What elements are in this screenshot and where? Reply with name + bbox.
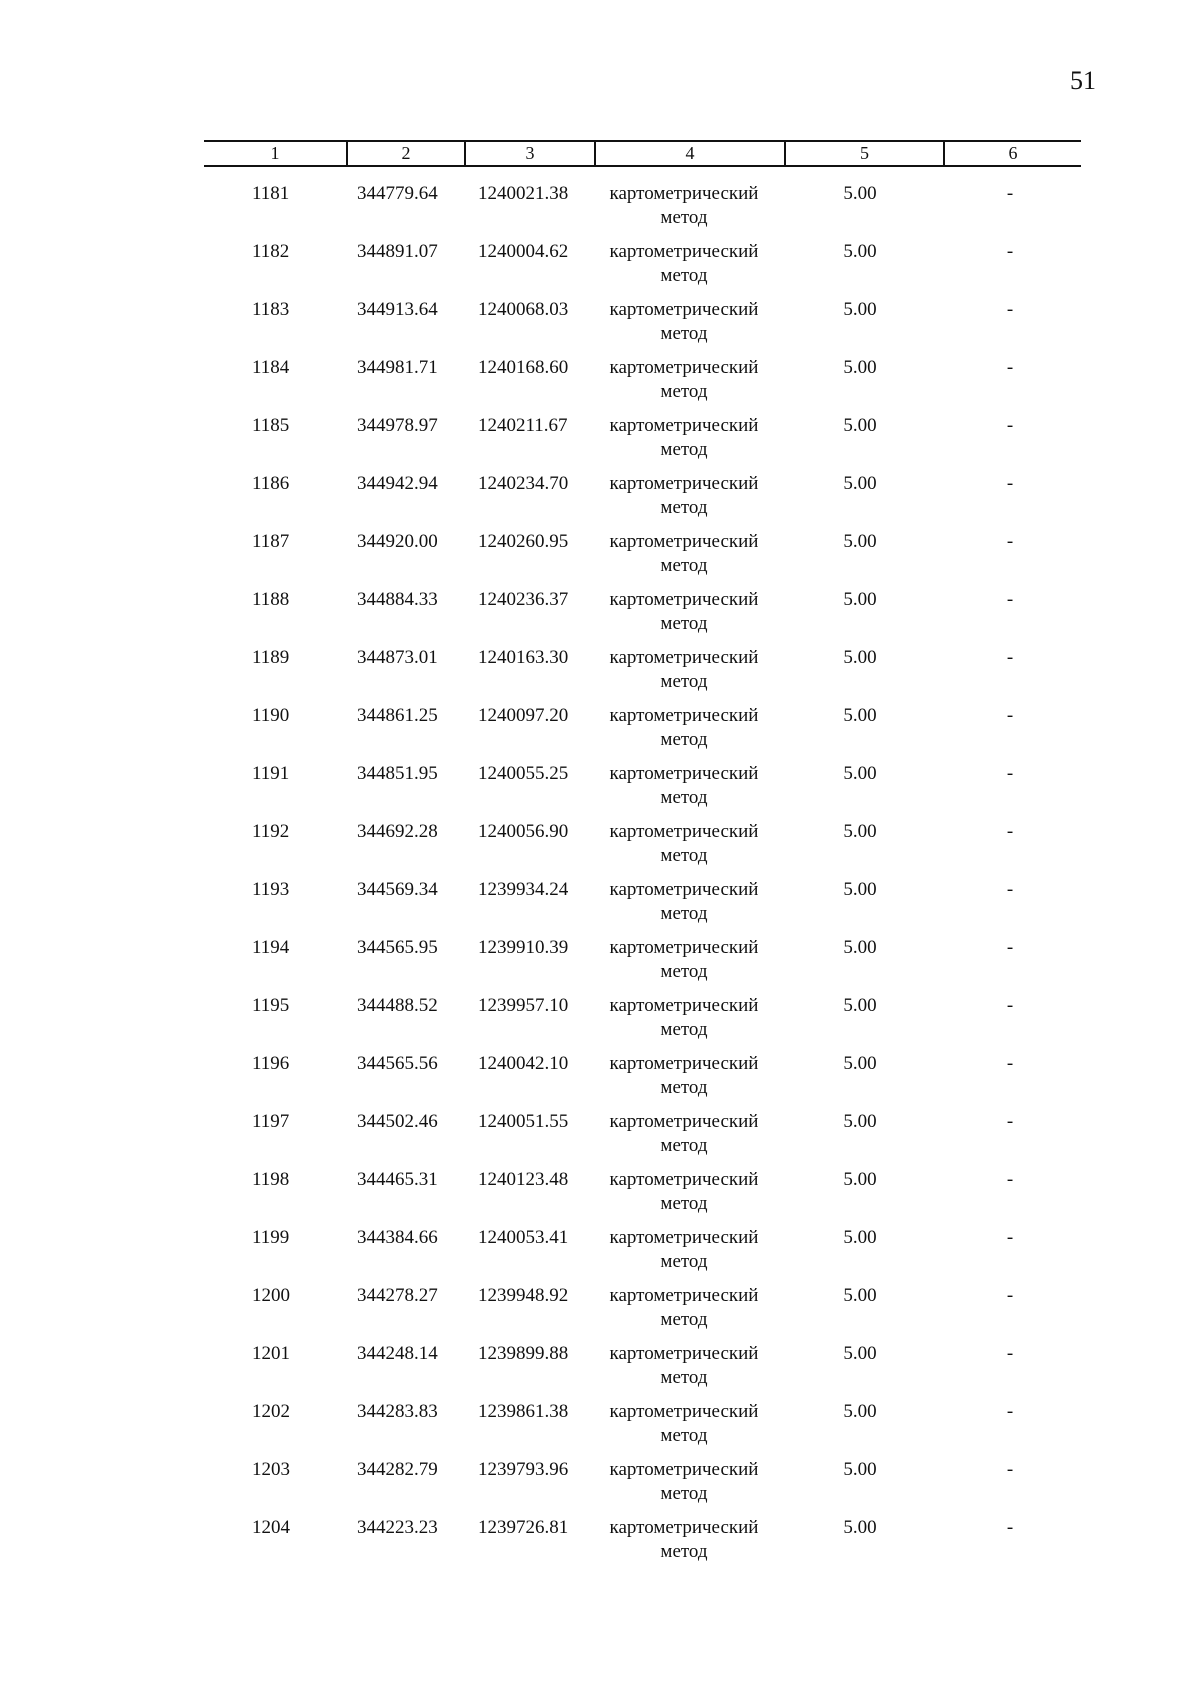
point-number: 1191 — [252, 763, 290, 784]
table-row — [0, 356, 1200, 414]
accuracy-value: 5.00 — [843, 531, 877, 552]
table-row — [0, 530, 1200, 588]
coordinate-y: 1239957.10 — [478, 995, 569, 1016]
coordinate-x: 344565.56 — [357, 1053, 438, 1074]
coordinate-y: 1239948.92 — [478, 1285, 569, 1306]
point-number: 1203 — [252, 1459, 290, 1480]
column-header-2: 2 — [401, 143, 411, 163]
method-cell — [594, 356, 774, 404]
accuracy-value: 5.00 — [843, 299, 877, 320]
coordinate-x: 344942.94 — [357, 473, 438, 494]
table-row — [0, 414, 1200, 472]
coordinate-x: 344488.52 — [357, 995, 438, 1016]
accuracy-value: 5.00 — [843, 705, 877, 726]
point-number: 1196 — [252, 1053, 290, 1074]
coordinate-y: 1239934.24 — [478, 879, 569, 900]
accuracy-value: 5.00 — [843, 647, 877, 668]
coordinate-y: 1240097.20 — [478, 705, 569, 726]
coordinate-x: 344920.00 — [357, 531, 438, 552]
coordinate-x: 344565.95 — [357, 937, 438, 958]
point-number: 1198 — [252, 1169, 290, 1190]
accuracy-value: 5.00 — [843, 1401, 877, 1422]
coordinate-x: 344891.07 — [357, 241, 438, 262]
point-number: 1182 — [252, 241, 290, 262]
coordinate-x: 344981.71 — [357, 357, 438, 378]
coordinate-y: 1239726.81 — [478, 1517, 569, 1538]
coordinate-y: 1240068.03 — [478, 299, 569, 320]
coordinate-y: 1240004.62 — [478, 241, 569, 262]
coordinate-x: 344465.31 — [357, 1169, 438, 1190]
header-rule-bottom — [204, 165, 1081, 167]
method-line-2: метод — [660, 381, 708, 402]
coordinate-y: 1240042.10 — [478, 1053, 569, 1074]
method-line-2: метод — [660, 207, 708, 228]
method-line-1: картометрический — [609, 241, 759, 262]
coordinate-x: 344282.79 — [357, 1459, 438, 1480]
accuracy-value: 5.00 — [843, 415, 877, 436]
accuracy-value: 5.00 — [843, 1343, 877, 1364]
method-line-1: картометрический — [609, 589, 759, 610]
note-value: - — [1006, 1111, 1014, 1132]
method-line-2: метод — [660, 265, 708, 286]
coordinate-x: 344384.66 — [357, 1227, 438, 1248]
table-row — [0, 704, 1200, 762]
method-cell — [594, 936, 774, 984]
method-line-1: картометрический — [609, 763, 759, 784]
table-row — [0, 588, 1200, 646]
table-row — [0, 646, 1200, 704]
column-header-1: 1 — [270, 143, 280, 163]
coordinate-x: 344223.23 — [357, 1517, 438, 1538]
point-number: 1202 — [252, 1401, 290, 1422]
note-value: - — [1006, 1053, 1014, 1074]
accuracy-value: 5.00 — [843, 1227, 877, 1248]
coordinate-x: 344283.83 — [357, 1401, 438, 1422]
note-value: - — [1006, 821, 1014, 842]
point-number: 1193 — [252, 879, 290, 900]
method-line-1: картометрический — [609, 1227, 759, 1248]
coordinate-y: 1240051.55 — [478, 1111, 569, 1132]
method-line-1: картометрический — [609, 937, 759, 958]
point-number: 1195 — [252, 995, 290, 1016]
method-cell — [594, 878, 774, 926]
note-value: - — [1006, 1343, 1014, 1364]
coordinate-x: 344569.34 — [357, 879, 438, 900]
note-value: - — [1006, 937, 1014, 958]
point-number: 1197 — [252, 1111, 290, 1132]
note-value: - — [1006, 647, 1014, 668]
accuracy-value: 5.00 — [843, 821, 877, 842]
method-line-2: метод — [660, 1367, 708, 1388]
note-value: - — [1006, 589, 1014, 610]
coordinate-y: 1240056.90 — [478, 821, 569, 842]
coordinate-y: 1239793.96 — [478, 1459, 569, 1480]
point-number: 1199 — [252, 1227, 290, 1248]
method-line-2: метод — [660, 1135, 708, 1156]
method-cell — [594, 820, 774, 868]
method-line-1: картометрический — [609, 1053, 759, 1074]
method-cell — [594, 762, 774, 810]
column-header-4: 4 — [685, 143, 695, 163]
method-line-1: картометрический — [609, 1111, 759, 1132]
point-number: 1192 — [252, 821, 290, 842]
point-number: 1189 — [252, 647, 290, 668]
point-number: 1188 — [252, 589, 290, 610]
coordinate-y: 1240163.30 — [478, 647, 569, 668]
point-number: 1184 — [252, 357, 290, 378]
table-row — [0, 878, 1200, 936]
note-value: - — [1006, 183, 1014, 204]
accuracy-value: 5.00 — [843, 1285, 877, 1306]
method-line-2: метод — [660, 497, 708, 518]
point-number: 1181 — [252, 183, 290, 204]
note-value: - — [1006, 1169, 1014, 1190]
method-cell — [594, 588, 774, 636]
method-cell — [594, 994, 774, 1042]
method-cell — [594, 1458, 774, 1506]
method-line-1: картометрический — [609, 183, 759, 204]
coordinate-y: 1239910.39 — [478, 937, 569, 958]
point-number: 1204 — [252, 1517, 290, 1538]
method-line-2: метод — [660, 323, 708, 344]
method-line-1: картометрический — [609, 705, 759, 726]
coordinate-y: 1240211.67 — [478, 415, 568, 436]
method-line-2: метод — [660, 1309, 708, 1330]
coordinate-y: 1239861.38 — [478, 1401, 569, 1422]
method-line-1: картометрический — [609, 1169, 759, 1190]
note-value: - — [1006, 473, 1014, 494]
point-number: 1187 — [252, 531, 290, 552]
method-line-1: картометрический — [609, 531, 759, 552]
method-line-1: картометрический — [609, 1517, 759, 1538]
table-row — [0, 1052, 1200, 1110]
note-value: - — [1006, 763, 1014, 784]
method-line-2: метод — [660, 1425, 708, 1446]
accuracy-value: 5.00 — [843, 763, 877, 784]
table-row — [0, 1168, 1200, 1226]
table-row — [0, 298, 1200, 356]
table-row — [0, 1516, 1200, 1574]
accuracy-value: 5.00 — [843, 473, 877, 494]
coordinate-y: 1240021.38 — [478, 183, 569, 204]
note-value: - — [1006, 241, 1014, 262]
page-number: 51 — [1070, 66, 1096, 95]
column-header-3: 3 — [525, 143, 535, 163]
method-line-1: картометрический — [609, 1401, 759, 1422]
table-row — [0, 1284, 1200, 1342]
coordinate-x: 344861.25 — [357, 705, 438, 726]
accuracy-value: 5.00 — [843, 1053, 877, 1074]
note-value: - — [1006, 995, 1014, 1016]
accuracy-value: 5.00 — [843, 937, 877, 958]
accuracy-value: 5.00 — [843, 1517, 877, 1538]
coordinate-x: 344978.97 — [357, 415, 438, 436]
point-number: 1186 — [252, 473, 290, 494]
method-line-2: метод — [660, 787, 708, 808]
method-line-2: метод — [660, 845, 708, 866]
accuracy-value: 5.00 — [843, 1459, 877, 1480]
accuracy-value: 5.00 — [843, 1111, 877, 1132]
table-row — [0, 936, 1200, 994]
method-line-2: метод — [660, 1541, 708, 1562]
table-body — [0, 182, 1200, 1574]
coordinate-x: 344692.28 — [357, 821, 438, 842]
accuracy-value: 5.00 — [843, 995, 877, 1016]
method-cell — [594, 298, 774, 346]
method-cell — [594, 182, 774, 230]
method-cell — [594, 1284, 774, 1332]
table-row — [0, 762, 1200, 820]
column-header-5: 5 — [860, 143, 869, 163]
accuracy-value: 5.00 — [843, 357, 877, 378]
point-number: 1194 — [252, 937, 290, 958]
method-line-2: метод — [660, 1483, 708, 1504]
note-value: - — [1006, 1401, 1014, 1422]
method-cell — [594, 1110, 774, 1158]
table-header — [204, 141, 1081, 165]
method-line-1: картометрический — [609, 299, 759, 320]
table-row — [0, 1226, 1200, 1284]
method-line-1: картометрический — [609, 647, 759, 668]
method-line-2: метод — [660, 729, 708, 750]
method-line-1: картометрический — [609, 1343, 759, 1364]
table-row — [0, 240, 1200, 298]
coordinate-y: 1240053.41 — [478, 1227, 569, 1248]
note-value: - — [1006, 531, 1014, 552]
method-cell — [594, 530, 774, 578]
coordinate-x: 344873.01 — [357, 647, 438, 668]
column-header-6: 6 — [1008, 143, 1018, 163]
method-line-1: картометрический — [609, 1459, 759, 1480]
accuracy-value: 5.00 — [843, 879, 877, 900]
method-line-1: картометрический — [609, 415, 759, 436]
coordinate-y: 1240123.48 — [478, 1169, 569, 1190]
method-line-2: метод — [660, 1193, 708, 1214]
method-line-1: картометрический — [609, 821, 759, 842]
coordinate-y: 1240168.60 — [478, 357, 569, 378]
method-cell — [594, 240, 774, 288]
table-row — [0, 472, 1200, 530]
coordinate-x: 344502.46 — [357, 1111, 438, 1132]
coordinate-x: 344278.27 — [357, 1285, 438, 1306]
note-value: - — [1006, 1459, 1014, 1480]
note-value: - — [1006, 705, 1014, 726]
accuracy-value: 5.00 — [843, 1169, 877, 1190]
note-value: - — [1006, 1227, 1014, 1248]
coordinate-x: 344884.33 — [357, 589, 438, 610]
coordinate-x: 344913.64 — [357, 299, 438, 320]
method-line-2: метод — [660, 439, 708, 460]
method-line-2: метод — [660, 1077, 708, 1098]
method-cell — [594, 646, 774, 694]
method-cell — [594, 1168, 774, 1216]
coordinate-y: 1240055.25 — [478, 763, 569, 784]
coordinate-y: 1239899.88 — [478, 1343, 569, 1364]
coordinate-x: 344851.95 — [357, 763, 438, 784]
table-row — [0, 182, 1200, 240]
method-line-1: картометрический — [609, 357, 759, 378]
method-cell — [594, 1400, 774, 1448]
point-number: 1200 — [252, 1285, 290, 1306]
note-value: - — [1006, 415, 1014, 436]
method-line-2: метод — [660, 903, 708, 924]
method-line-2: метод — [660, 671, 708, 692]
coordinate-x: 344248.14 — [357, 1343, 438, 1364]
point-number: 1183 — [252, 299, 290, 320]
method-line-1: картометрический — [609, 879, 759, 900]
method-line-2: метод — [660, 1019, 708, 1040]
method-cell — [594, 704, 774, 752]
coordinate-x: 344779.64 — [357, 183, 438, 204]
method-line-2: метод — [660, 961, 708, 982]
table-row — [0, 820, 1200, 878]
table-row — [0, 1342, 1200, 1400]
method-line-2: метод — [660, 613, 708, 634]
note-value: - — [1006, 1285, 1014, 1306]
note-value: - — [1006, 1517, 1014, 1538]
table-row — [0, 994, 1200, 1052]
method-line-1: картометрический — [609, 473, 759, 494]
accuracy-value: 5.00 — [843, 241, 877, 262]
method-cell — [594, 1516, 774, 1564]
method-line-2: метод — [660, 555, 708, 576]
accuracy-value: 5.00 — [843, 183, 877, 204]
accuracy-value: 5.00 — [843, 589, 877, 610]
method-cell — [594, 1052, 774, 1100]
note-value: - — [1006, 357, 1014, 378]
method-line-2: метод — [660, 1251, 708, 1272]
note-value: - — [1006, 879, 1014, 900]
coordinate-y: 1240234.70 — [478, 473, 569, 494]
table-row — [0, 1400, 1200, 1458]
table-row — [0, 1110, 1200, 1168]
method-cell — [594, 1342, 774, 1390]
method-line-1: картометрический — [609, 995, 759, 1016]
point-number: 1190 — [252, 705, 290, 726]
point-number: 1185 — [252, 415, 290, 436]
method-cell — [594, 472, 774, 520]
method-line-1: картометрический — [609, 1285, 759, 1306]
note-value: - — [1006, 299, 1014, 320]
coordinate-y: 1240236.37 — [478, 589, 569, 610]
table-row — [0, 1458, 1200, 1516]
point-number: 1201 — [252, 1343, 290, 1364]
method-cell — [594, 1226, 774, 1274]
coordinate-y: 1240260.95 — [478, 531, 569, 552]
method-cell — [594, 414, 774, 462]
